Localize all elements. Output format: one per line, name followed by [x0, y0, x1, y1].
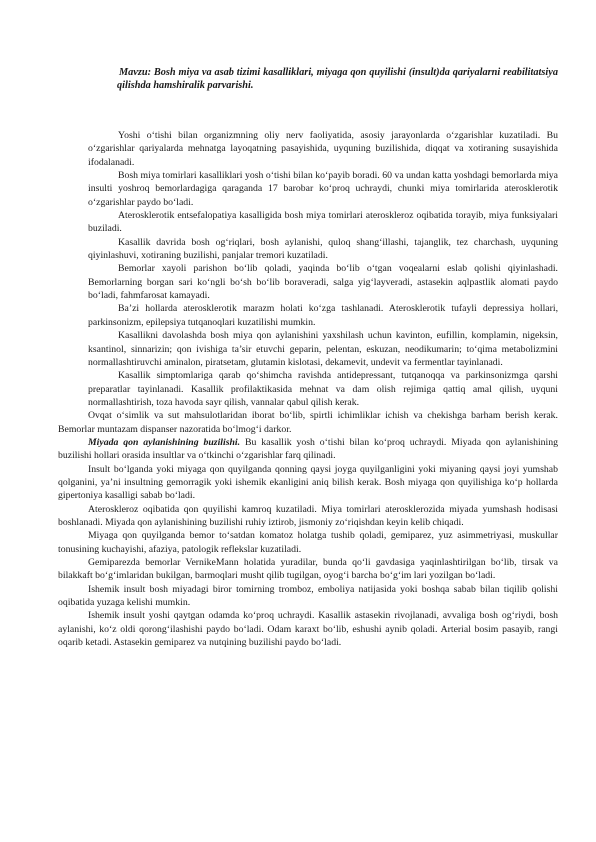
paragraph [88, 169, 558, 209]
paragraph [58, 436, 558, 463]
paragraph-text: Bosh miya tomirlari kasalliklari yosh o‘tishi bilan ko‘payib boradi. 60 va undan katta yoshdagi bemorlarda miya insulti yoshroq bemorlardagiga qaraganda 17 barobar ko‘proq uchraydi, chunki miya tomirlarida aterosklerotik o‘zgarishlar paydo bo‘ladi. [88, 170, 558, 208]
paragraph-text: Yoshi o‘tishi bilan organizmning oliy nerv faoliyatida, asosiy jarayonlarda o‘zgarishlar kuzatiladi. Bu o‘zgarishlar qariyalarda mehnatga layoqatning pasayishida, uyquning buzilishida, diqqat va xotiraning susayishida ifodalanadi. [88, 130, 558, 168]
paragraph-text: Kasallik simptomlariga qarab qo‘shimcha ravishda antidepressant, tutqanoqqa va parkinsonizmga qarshi preparatlar tayinlanadi. Kasallik profilaktikasida mehnat va dam olish rejimiga qattiq amal qilish, uyquni normallashtirish, toza havoda sayr qilish, vannalar qabul qilish kerak. [88, 370, 558, 408]
paragraph [58, 463, 558, 503]
paragraph-text: Kasallikni davolashda bosh miya qon aylanishini yaxshilash uchun kavinton, eufillin, komplamin, nigeksin, ksantinol, sinnarizin; qon ivishiga ta’sir etuvchi geparin, pelentan, eskuzan, neodikumarin; to‘qima metabolizmini normallashtiruvchi aminalon, piratsetam, glutamin kislotasi, dekamevit, undevit va fermentlar tayinlanadi. [88, 330, 558, 368]
paragraph-text: Miyaga qon quyilganda bemor to‘satdan komatoz holatga tushib qoladi, gemiparez, yuz asimmetriyasi, muskullar tonusining kuchayishi, afaziya, patologik reflekslar kuzatiladi. [58, 530, 558, 555]
paragraph-text: Gemiparezda bemorlar VernikeMann holatida yuradilar, bunda qo‘li gavdasiga yaqinlashtirilgan bo‘lib, tirsak va bilakkaft bo‘g‘imlaridan bukilgan, barmoqlari musht qilib tugilgan, oyog‘i barcha bo‘g‘im lari yozilgan bo‘ladi. [58, 557, 558, 582]
paragraph [58, 583, 558, 610]
paragraph-text: Bu kasallik yosh o‘tishi bilan ko‘proq uchraydi. Miyada qon aylanishining buzilishi hollari orasida insultlar va o‘tkinchi o‘zgarishlar farq qilinadi. [58, 436, 559, 462]
paragraph [88, 236, 558, 263]
paragraph [58, 409, 558, 436]
paragraph-text: Aterosklerotik entsefalopatiya kasalligida bosh miya tomirlari ateroskleroz oqibatida torayib, miya funksiyalari buziladi. [88, 210, 558, 235]
paragraph-text: Bemorlar xayoli parishon bo‘lib qoladi, yaqinda bo‘lib o‘tgan voqealarni eslab qolishi qiyinlashadi. Bemorlarning borgan sari ko‘ngli bo‘sh bo‘lib boraveradi, salga yig‘layveradi, astasekin aqlpastlik alomati paydo bo‘ladi, fahmfarosat kamayadi. [88, 263, 558, 302]
paragraph [88, 369, 558, 409]
paragraph [58, 529, 558, 556]
paragraph [88, 329, 558, 369]
paragraph-text: Ba’zi hollarda aterosklerotik marazm holati ko‘zga tashlanadi. Aterosklerotik tufayli depressiya hollari, parkinsonizm, epilepsiya tutqanoqlari kuzatilishi mumkin. [88, 303, 558, 328]
paragraph [88, 209, 558, 236]
paragraph [58, 503, 558, 530]
section-heading: Miyada qon aylanishining buzilishi. [88, 436, 241, 448]
document-title: Mavzu: Bosh miya va asab tizimi kasalliklari, miyaga qon quyilishi (insult)da qariyalarni reabilitatsiya qilishda hamshiralik parvarishi. [117, 67, 558, 92]
paragraph [88, 129, 558, 169]
paragraph [88, 262, 558, 302]
paragraph-text: Ateroskleroz oqibatida qon quyilishi kamroq kuzatiladi. Miya tomirlari aterosklerozida miyada yumshash hodisasi boshlanadi. Miyada qon aylanishining buzilishi ruhiy iztirob, jismoniy zo‘riqishdan keyin kelib chiqadi. [58, 503, 558, 528]
paragraph-text: Ishemik insult bosh miyadagi biror tomirning tromboz, emboliya natijasida yoki boshqa sabab bilan tiqilib qolishi oqibatida yuzaga kelishi mumkin. [58, 583, 558, 609]
paragraph-text: Insult bo‘lganda yoki miyaga qon quyilganda qonning qaysi joyga quyilganligini yoki miyaning qaysi joyi yumshab qolganini, ya’ni insultning gemorragik yoki ishemik ekanligini aniq bilish kerak. Bosh miyaga qon quyilishiga ko‘p hollarda gipertoniya kasalligi sabab bo‘ladi. [58, 463, 558, 502]
paragraph-text: Kasallik davrida bosh og‘riqlari, bosh aylanishi, quloq shang‘illashi, tajanglik, tez charchash, uyquning qiyinlashuvi, xotiraning buzilishi, panjalar tremori kuzatiladi. [88, 236, 558, 262]
paragraph [88, 302, 558, 329]
paragraph-text: Ishemik insult yoshi qaytgan odamda ko‘proq uchraydi. Kasallik astasekin rivojlanadi, avvaliga bosh og‘riydi, bosh aylanishi, ko‘z oldi qorong‘ilashishi paydo bo‘ladi. Odam karaxt bo‘lib, eshushi aynib qoladi. Arterial bosim pasayib, rangi oqarib ketadi. Astasekin gemiparez va nutqining buzilishi paydo bo‘ladi. [58, 610, 558, 649]
document-body [58, 129, 559, 649]
paragraph [58, 609, 558, 649]
paragraph-text: Ovqat o‘simlik va sut mahsulotlaridan iborat bo‘lib, spirtli ichimliklar ichish va chekishga barham berish kerak. Bemorlar muntazam dispanser nazoratida bo‘lmog‘i darkor. [58, 410, 558, 435]
paragraph [58, 556, 558, 583]
